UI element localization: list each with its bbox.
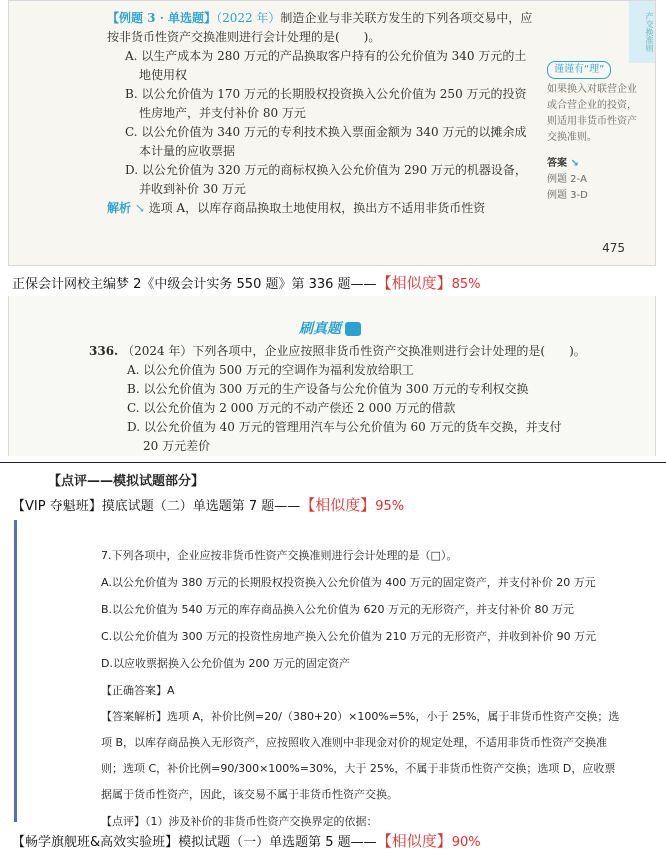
option-a: A. 以生产成本为 280 万元的产品换取客户持有的公允价值为 340 万元的土地使用权 [125,49,527,82]
caption-text: 正保会计网校主编梦 2《中级会计实务 550 题》第 336 题—— [12,277,377,292]
question-number: 336. [89,344,119,358]
similarity-label: 【相似度】 [376,832,452,850]
analysis-text: 选项 A，以库存商品换取土地使用权，换出方不适用非货币性资 [148,201,486,215]
answer-label: 答案 [547,158,567,169]
similarity-value: 85% [451,277,481,292]
question-year: （2022 年） [216,11,281,25]
answer-item: 例题 2-A [547,174,587,185]
caption-2 [12,494,404,515]
textbook-scan-2 [8,296,656,456]
arrow-icon: ↘ [134,201,145,215]
answer-label: 【正确答案】 [101,684,167,697]
option-b: B.以公允价值为 540 万元的库存商品换入公允价值为 620 万元的无形资产，并支付补价 80 万元 [101,603,575,616]
mock-question [101,542,621,835]
option-c: C. 以公允价值为 340 万元的专利技术换入票面金额为 340 万元的以摊余成本计量的应收票据 [125,125,527,158]
mock-question-panel [14,520,652,828]
tip-text: 如果换入对联营企业或合营企业的投资，则适用非货币性资产交换准则。 [547,84,637,143]
tip-label: 谨谨有“理” [547,61,611,79]
option-d: D. 以公允价值为 320 万元的商标权换入公允价值为 290 万元的机器设备，并收到补价 30 万元 [125,163,527,196]
section-header: 【点评——模拟试题部分】 [48,474,205,489]
similarity-value: 95% [375,499,405,514]
example-question [107,9,537,218]
option-c: C. 以公允价值为 2 000 万元的不动产偿还 2 000 万元的借款 [127,401,456,415]
analysis [107,199,537,218]
similarity-label: 【相似度】 [300,496,376,514]
page-number: 475 [602,241,625,255]
option-a: A. 以公允价值为 500 万元的空调作为福利发放给职工 [127,363,414,377]
option-d: D.以应收票据换入公允价值为 200 万元的固定资产 [101,657,350,670]
caption-3 [12,830,481,851]
option-c: C.以公允价值为 300 万元的投资性房地产换入公允价值为 210 万元的无形资产，并收到补价 90 万元 [101,630,597,643]
option-b: B. 以公允价值为 170 万元的长期股权投资换入公允价值为 250 万元的投资性房地产，并支付补价 80 万元 [125,87,527,120]
arrow-icon: ↘ [570,158,579,169]
answer-value: A [167,684,175,697]
divider [0,462,666,463]
analysis-text: 选项 A，补价比例=20/（380+20）×100%=5%，小于 25%，属于非货币性资产交换；选项 B，以库存商品换入无形资产，应按照收入准则中非现金对价的规定处理，不适用非货币性资产交换准则；选项 C，补价比例=90/300×100%=30%，大于 25%，不属于非货币性资产交换；选项 D，应收票据属于货币性资产，因此，该交易不属于非货币性资产交换。 [101,710,620,801]
option-d-cont: 20 万元差价 [143,439,211,453]
answer-item: 例题 3-D [547,190,588,201]
comment-text: （1）涉及补价的非货币性资产交换界定的依据： [145,815,378,828]
option-d: D. 以公允价值为 40 万元的管理用汽车与公允价值为 60 万元的货车交换，并支付 [127,420,562,434]
section-title: 刷真题 [299,321,341,337]
question-text: 7.下列各项中，企业应按非货币性资产交换准则进行会计处理的是（□）。 [101,549,458,562]
similarity-value: 90% [451,835,481,850]
comment-label: 【点评】 [101,815,145,828]
option-b: B. 以公允价值为 300 万元的生产设备与公允价值为 300 万元的专利权交换 [127,382,529,396]
badge-icon [345,322,361,336]
question-head: 【例题 3 · 单选题】 [107,11,217,25]
analysis-label: 解析 [107,201,132,215]
analysis-label: 【答案解析】 [101,710,167,723]
question-text: 制造企业与非关联方发生的下列各项交易中，应按非货币性资产交换准则进行会计处理的是( )。 [107,11,533,44]
sidebar [547,9,637,204]
caption-text: 【畅学旗舰班&高效实验班】模拟试题（一）单选题第 5 题—— [12,835,377,850]
textbook-scan-1 [8,0,656,266]
question-336 [89,342,609,456]
question-text: （2024 年）下列各项中，企业应按照非货币性资产交换准则进行会计处理的是( )。 [122,344,586,358]
sidebar-tab: 产交换准则 [629,1,655,63]
caption-1 [12,272,480,293]
similarity-label: 【相似度】 [376,274,452,292]
option-a: A.以公允价值为 380 万元的长期股权投资换入公允价值为 400 万元的固定资产，并支付补价 20 万元 [101,576,596,589]
caption-text: 【VIP 夺魁班】摸底试题（二）单选题第 7 题—— [12,499,301,514]
